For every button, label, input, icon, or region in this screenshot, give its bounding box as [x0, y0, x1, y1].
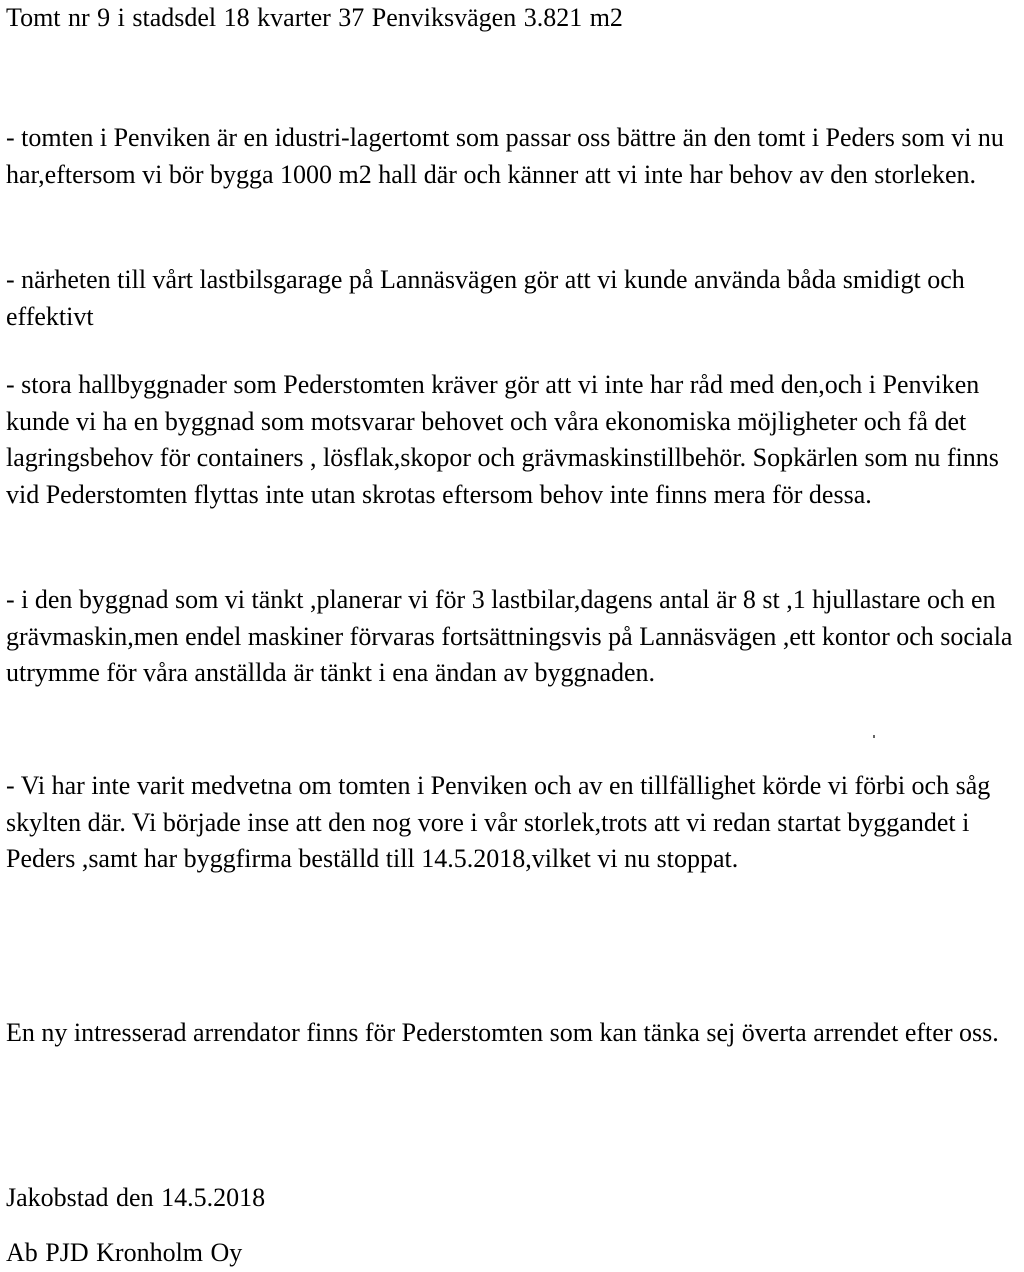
- company-signature-line: Ab PJD Kronholm Oy: [6, 1238, 243, 1267]
- paragraph-building-plan: - i den byggnad som vi tänkt ,planerar vi för 3 lastbilar,dagens antal är 8 st ,1 hjullastare och en grävmaskin,men endel maskiner förvaras fortsättningsvis på Lannäsvägen ,ett kontor och sociala utrymme för våra anställda är tänkt i ena ändan av byggnaden.: [6, 585, 1013, 687]
- place-and-date: Jakobstad den 14.5.2018: [6, 1183, 266, 1212]
- paragraph-discovery: - Vi har inte varit medvetna om tomten i Penviken och av en tillfällighet körde vi förbi och såg skylten där. Vi började inse att den nog vore i vår storlek,trots att vi redan startat byggandet i Peders ,samt har byggfirma beställd till 14.5.2018,vilket vi nu stoppat.: [6, 771, 991, 873]
- scan-speck: [873, 735, 875, 738]
- paragraph-hall-cost: - stora hallbyggnader som Pederstomten kräver gör att vi inte har råd med den,och i Penviken kunde vi ha en byggnad som motsvarar behovet och våra ekonomiska möjligheter och få det lagringsbehov för containers , lösflak,skopor och grävmaskinstillbehör. Sopkärlen som nu finns vid Pederstomten flyttas inte utan skrotas eftersom behov inte finns mera för dessa.: [6, 370, 999, 509]
- document-heading: Tomt nr 9 i stadsdel 18 kvarter 37 Penviksvägen 3.821 m2: [6, 3, 623, 32]
- paragraph-new-tenant: En ny intresserad arrendator finns för Pederstomten som kan tänka sej överta arrendet efter oss.: [6, 1018, 999, 1047]
- paragraph-plot-suitability: - tomten i Penviken är en idustri-lagertomt som passar oss bättre än den tomt i Peders som vi nu har,eftersom vi bör bygga 1000 m2 hall där och känner att vi inte har behov av den storleken.: [6, 123, 1004, 189]
- paragraph-garage-proximity: - närheten till vårt lastbilsgarage på Lannäsvägen gör att vi kunde använda båda smidigt och effektivt: [6, 265, 965, 331]
